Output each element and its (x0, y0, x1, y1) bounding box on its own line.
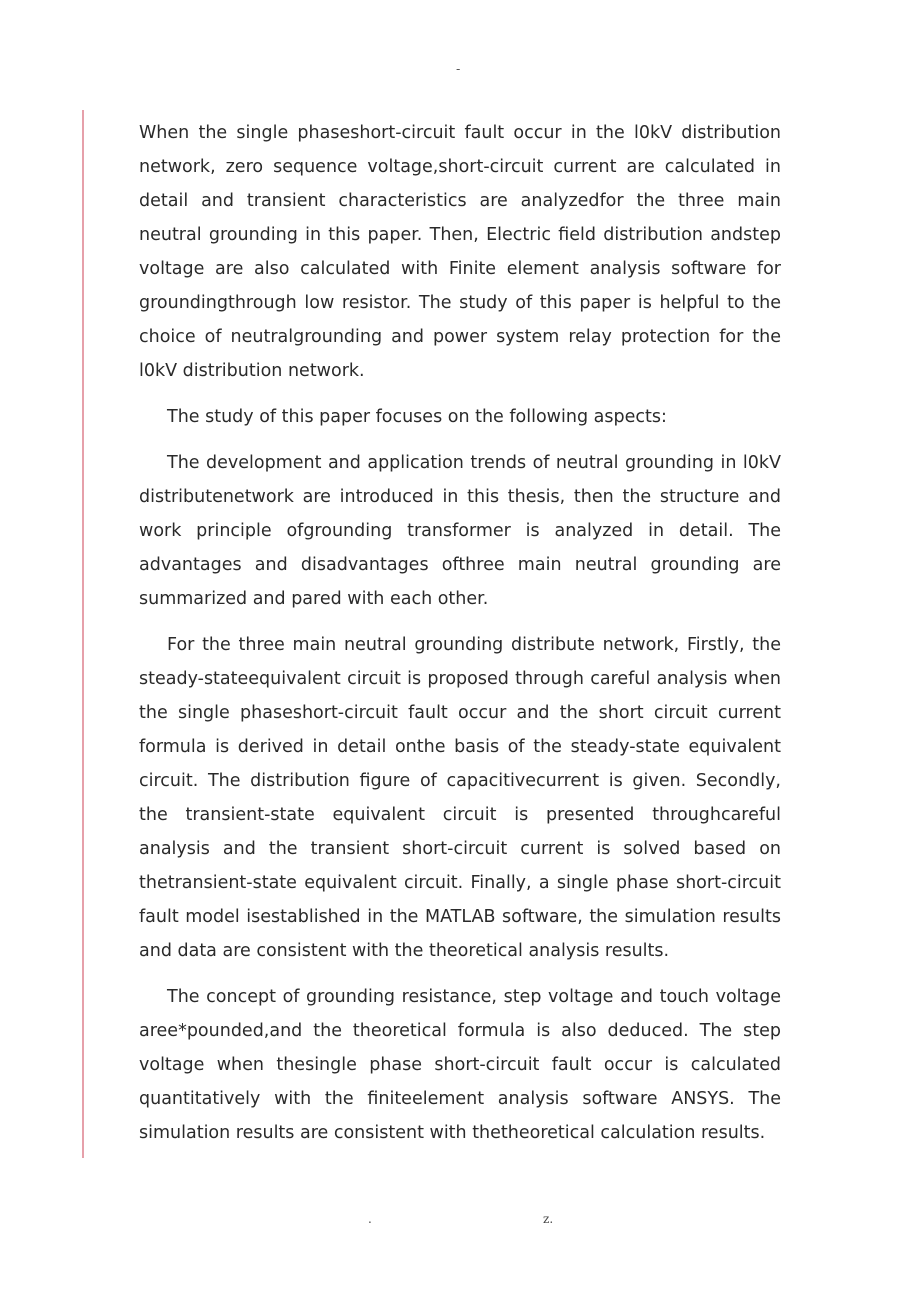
document-body (139, 116, 781, 1162)
paragraph-grounding-resistance: The concept of grounding resistance, step voltage and touch voltage aree*pounded,and the theoretical formula is also deduced. The step voltage when thesingle phase short-circuit fault occur is calculated quantitatively with the finiteelement analysis software ANSYS. The simulation results are consistent with thetheoretical calculation results. (139, 987, 781, 1143)
margin-rule (82, 110, 84, 1158)
paragraph-equivalent-circuit: For the three main neutral grounding distribute network, Firstly, the steady-stateequivalent circuit is proposed through careful analysis when the single phaseshort-circuit fault occur and the short circuit current formula is derived in detail onthe basis of the steady-state equivalent circuit. The distribution figure of capacitivecurrent is given. Secondly, the transient-state equivalent circuit is presented throughcareful analysis and the transient short-circuit current is solved based on thetransient-state equivalent circuit. Finally, a single phase short-circuit fault model isestablished in the MATLAB software, the simulation results and data are consistent with the theoretical analysis results. (139, 635, 781, 961)
paragraph-aspects-lead: The study of this paper focuses on the following aspects: (167, 407, 667, 427)
page-header-mark: - (456, 62, 461, 76)
paragraph-abstract-intro: When the single phaseshort-circuit fault occur in the l0kV distribution network, zero sequence voltage,short-circuit current are calculated in detail and transient characteristics are analyzedfor the three main neutral grounding in this paper. Then, Electric field distribution andstep voltage are also calculated with Finite element analysis software for groundingthrough low resistor. The study of this paper is helpful to the choice of neutralgrounding and power system relay protection for the l0kV distribution network. (139, 123, 781, 381)
page-footer (0, 1212, 920, 1232)
footer-left-mark: . (368, 1212, 372, 1226)
footer-right-mark: z. (543, 1212, 554, 1226)
paragraph-development-trends: The development and application trends of neutral grounding in l0kV distributenetwork are introduced in this thesis, then the structure and work principle ofgrounding transformer is analyzed in detail. The advantages and disadvantages ofthree main neutral grounding are summarized and pared with each other. (139, 453, 781, 609)
